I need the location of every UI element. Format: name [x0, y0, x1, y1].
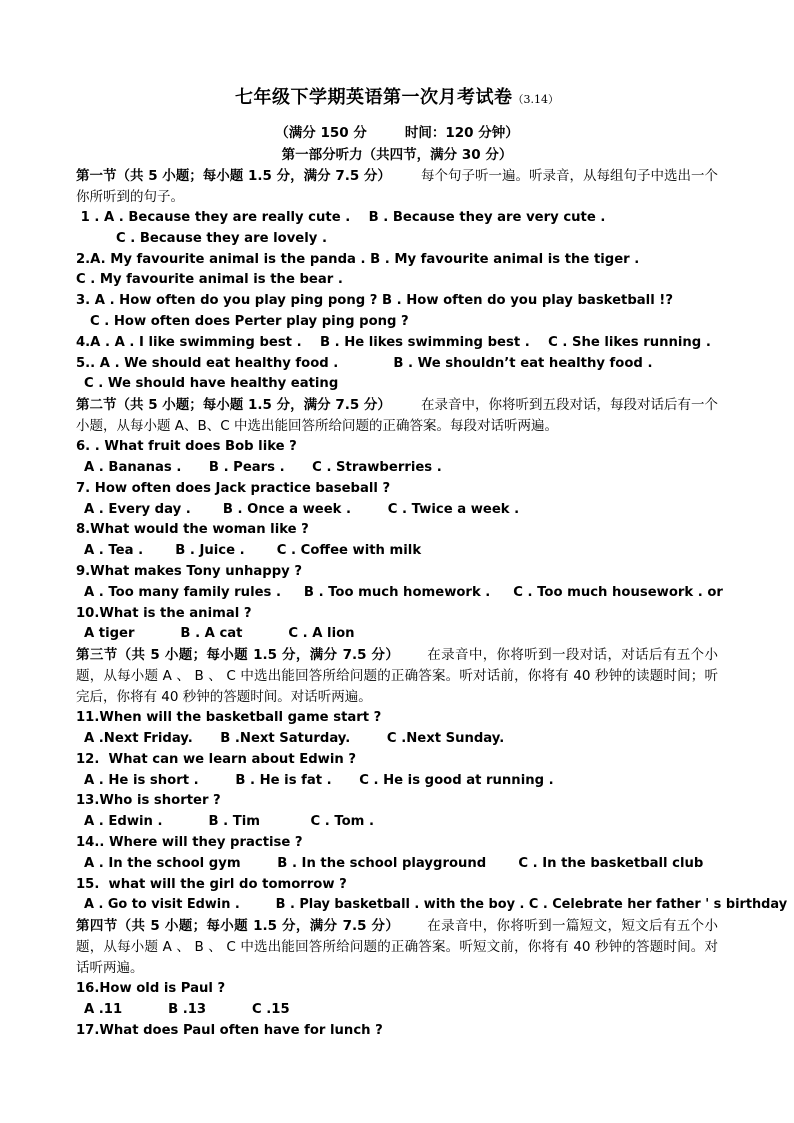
question-1-option-c: C . Because they are lovely .	[116, 230, 327, 246]
question-15: 15. what will the girl do tomorrow ?	[76, 876, 347, 892]
question-11: 11.When will the basketball game start ?	[76, 710, 382, 726]
question-11-options: A .Next Friday. B .Next Saturday. C .Next Sunday.	[84, 730, 505, 746]
question-12-options: A . He is short . B . He is fat . C . He is good at running .	[84, 772, 554, 788]
question-6-options: A . Bananas . B . Pears . C . Strawberries .	[84, 459, 442, 475]
exam-meta	[76, 122, 718, 144]
section3-intro	[76, 645, 718, 708]
question-14: 14.. Where will they practise ?	[76, 834, 303, 850]
section3-instructions: 在录音中，你将听到一段对话，对话后有五个小题，从每小题 A 、 B 、 C 中选出能回答所给问题的正确答案。听对话前，你将有 40 秒钟的读题时间；听完后，你将有 40 秒钟的答题时间。对话听两遍。	[76, 647, 719, 706]
question-3: 3. A . How often do you play ping pong ? B . How often do you play basketball !?	[76, 293, 673, 309]
question-15-options: A . Go to visit Edwin . B . Play basketball . with the boy . C . Celebrate her father ' s birthday	[84, 897, 788, 913]
question-13: 13.Who is shorter ?	[76, 793, 221, 809]
question-3-option-c: C . How often does Perter play ping pong ?	[90, 313, 409, 329]
section2-heading: 第二节（共 5 小题；每小题 1.5 分，满分 7.5 分）	[76, 397, 391, 414]
exam-title	[76, 86, 718, 112]
question-5-option-c: C . We should have healthy eating	[84, 376, 339, 392]
question-8-options: A . Tea . B . Juice . C . Coffee with milk	[84, 543, 422, 559]
question-1: 1 . A . Because they are really cute . B . Because they are very cute .	[76, 210, 606, 225]
part-one-title: 第一部分听力（共四节，满分 30 分）	[281, 147, 513, 163]
question-9-options: A . Too many family rules . B . Too much homework . C . Too much housework . or	[84, 584, 723, 600]
section2-instructions: 在录音中，你将听到五段对话，每段对话后有一个小题，从每小题 A、B、C 中选出能回答所给问题的正确答案。每段对话听两遍。	[76, 397, 718, 435]
section3-heading: 第三节（共 5 小题；每小题 1.5 分，满分 7.5 分）	[76, 647, 400, 664]
question-13-options: A . Edwin . B . Tim C . Tom .	[84, 814, 374, 830]
exam-title-text: 七年级下学期英语第一次月考试卷	[235, 87, 513, 108]
exam-time: 时间：120 分钟）	[404, 125, 519, 141]
question-17: 17.What does Paul often have for lunch ?	[76, 1022, 383, 1038]
question-10: 10.What is the animal ?	[76, 605, 252, 621]
question-7: 7. How often does Jack practice baseball ?	[76, 480, 391, 496]
exam-date: （3.14）	[512, 93, 559, 106]
section1-intro	[76, 166, 718, 208]
question-2: 2.A. My favourite animal is the panda . B . My favourite animal is the tiger .	[76, 251, 640, 267]
section4-intro	[76, 916, 718, 979]
question-2-option-c: C . My favourite animal is the bear .	[76, 272, 343, 288]
question-16-options: A .11 B .13 C .15	[84, 1001, 290, 1017]
question-8: 8.What would the woman like ?	[76, 522, 309, 538]
question-4: 4.A . A . I like swimming best . B . He likes swimming best . C . She likes running .	[76, 334, 711, 350]
section2-intro	[76, 395, 718, 437]
question-6: 6. . What fruit does Bob like ?	[76, 439, 297, 455]
question-12: 12. What can we learn about Edwin ?	[76, 751, 356, 767]
question-7-options: A . Every day . B . Once a week . C . Twice a week .	[84, 501, 520, 517]
question-5: 5.. A . We should eat healthy food . B . We shouldn’t eat healthy food .	[76, 355, 653, 371]
section4-instructions: 在录音中，你将听到一篇短文，短文后有五个小题，从每小题 A 、 B 、 C 中选出能回答所给问题的正确答案。听短文前，你将有 40 秒钟的答题时间。对话听两遍。	[76, 918, 719, 977]
question-14-options: A . In the school gym B . In the school playground C . In the basketball club	[84, 855, 704, 871]
section1-instructions: 每个句子听一遍。听录音，从每组句子中选出一个你所听到的句子。	[76, 168, 718, 205]
section4-heading: 第四节（共 5 小题；每小题 1.5 分，满分 7.5 分）	[76, 918, 400, 935]
section1-heading: 第一节（共 5 小题；每小题 1.5 分，满分 7.5 分）	[76, 168, 391, 184]
question-16: 16.How old is Paul ?	[76, 981, 226, 997]
question-9: 9.What makes Tony unhappy ?	[76, 563, 303, 579]
full-score: （满分 150 分	[275, 125, 367, 141]
question-10-options: A tiger B . A cat C . A lion	[84, 626, 355, 642]
